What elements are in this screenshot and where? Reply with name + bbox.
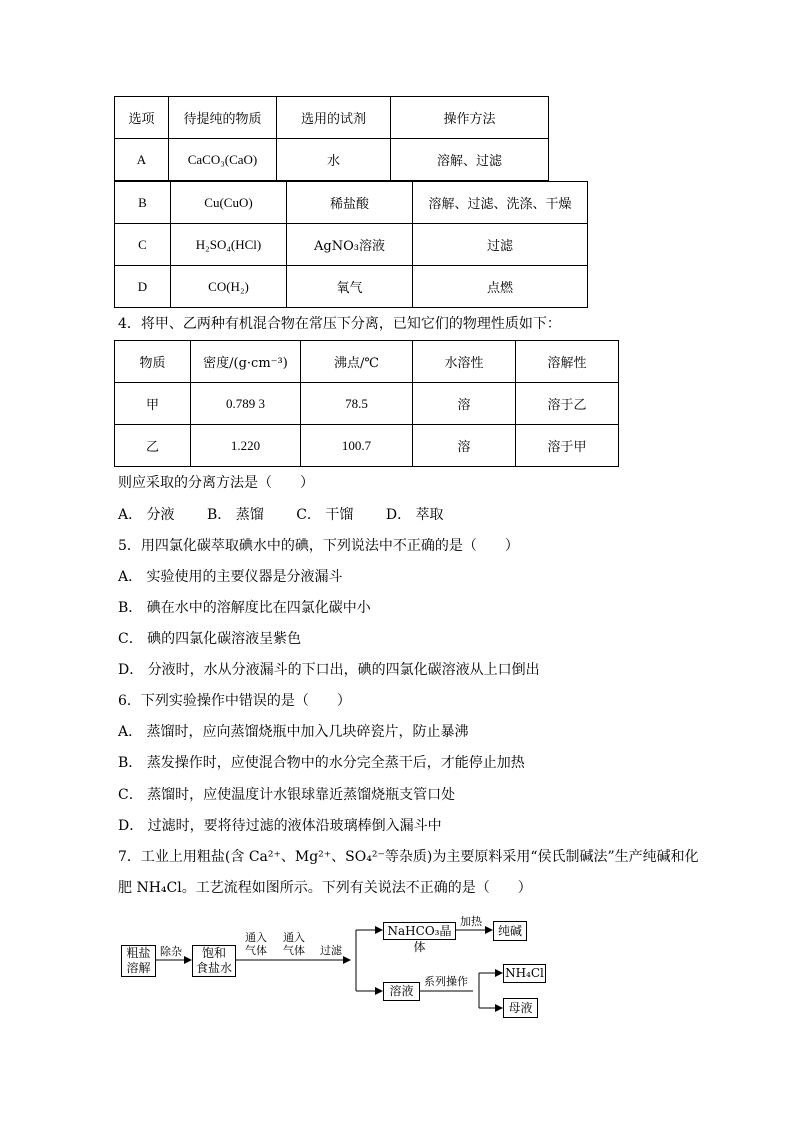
- row-b-method: 溶解、过滤、洗涤、干燥: [413, 182, 588, 224]
- label-gas-1-line2: 气体: [245, 944, 267, 957]
- q5-option-a: A． 实验使用的主要仪器是分液漏斗: [118, 569, 343, 585]
- prop-header-water: 水溶性: [413, 341, 516, 383]
- q5-stem: 5．用四氯化碳萃取碘水中的碘，下列说法中不正确的是（ ）: [118, 538, 519, 554]
- q5-option-d: D． 分液时，水从分液漏斗的下口出，碘的四氯化碳溶液从上口倒出: [118, 662, 540, 678]
- box-soda-ash: 纯碱: [493, 921, 527, 941]
- row-a-reagent: 水: [277, 139, 391, 181]
- purification-table-top: [114, 96, 549, 181]
- prop-row1-solubility: 溶于乙: [516, 383, 619, 425]
- box-crude-salt-line1: 粗盐: [126, 946, 151, 960]
- box-solution: 溶液: [383, 982, 420, 1001]
- row-d-method: 点燃: [413, 266, 588, 308]
- row-a-option: A: [115, 139, 169, 181]
- q5-option-b: B． 碘在水中的溶解度比在四氯化碳中小: [118, 600, 371, 616]
- row-b-option: B: [115, 182, 171, 224]
- row-d-option: D: [115, 266, 171, 308]
- label-gas-2-line1: 通入: [283, 931, 305, 944]
- label-remove-impurities: 除杂: [160, 945, 182, 958]
- label-series-operations: 系列操作: [424, 975, 468, 988]
- row-c-substance: H₂SO₄(HCl): [171, 224, 287, 266]
- row-c-reagent: AgNO₃溶液: [287, 224, 413, 266]
- label-gas-1: [245, 931, 267, 957]
- q6-option-d: D． 过滤时，要将待过滤的液体沿玻璃棒倒入漏斗中: [118, 818, 442, 834]
- box-nahco3-crystal: NaHCO₃晶体: [383, 922, 456, 940]
- q4-options: [118, 505, 472, 525]
- q6-stem: 6．下列实验操作中错误的是（ ）: [118, 693, 351, 709]
- prop-row2-density: 1.220: [191, 425, 301, 467]
- q4-option-a: A． 分液: [118, 507, 175, 523]
- box-crude-salt-line2: 溶解: [126, 961, 151, 975]
- header-substance: 待提纯的物质: [169, 97, 277, 139]
- prop-row2-bp: 100.7: [301, 425, 413, 467]
- q4-question: 则应采取的分离方法是（ ）: [118, 475, 314, 491]
- q4-option-c: C． 干馏: [296, 507, 354, 523]
- q4-option-d: D． 萃取: [385, 507, 444, 523]
- box-brine-line1: 饱和: [201, 946, 226, 960]
- box-brine-line2: 食盐水: [195, 961, 232, 975]
- prop-row1-water: 溶: [413, 383, 516, 425]
- label-filter: 过滤: [320, 944, 342, 957]
- prop-header-solubility: 溶解性: [516, 341, 619, 383]
- prop-row1-bp: 78.5: [301, 383, 413, 425]
- row-b-substance: Cu(CuO): [171, 182, 287, 224]
- row-d-reagent: 氧气: [287, 266, 413, 308]
- header-reagent: 选用的试剂: [277, 97, 391, 139]
- q7-stem-line1: 7．工业上用粗盐(含 Ca²⁺、Mg²⁺、SO₄²⁻等杂质)为主要原料采用“侯氏制碱法”生产纯碱和化: [118, 849, 699, 865]
- header-option: 选项: [115, 97, 169, 139]
- prop-row1-name: 甲: [115, 383, 191, 425]
- q6-option-a: A． 蒸馏时，应向蒸馏烧瓶中加入几块碎瓷片，防止暴沸: [118, 724, 469, 740]
- q4-option-b: B． 蒸馏: [207, 507, 264, 523]
- box-saturated-brine: [192, 945, 236, 977]
- row-b-reagent: 稀盐酸: [287, 182, 413, 224]
- row-c-method: 过滤: [413, 224, 588, 266]
- prop-header-substance: 物质: [115, 341, 191, 383]
- q4-stem: 4．将甲、乙两种有机混合物在常压下分离，已知它们的物理性质如下：: [118, 316, 561, 332]
- row-d-substance: CO(H₂): [171, 266, 287, 308]
- q6-option-b: B． 蒸发操作时，应使混合物中的水分完全蒸干后，才能停止加热: [118, 755, 525, 771]
- header-method: 操作方法: [391, 97, 549, 139]
- label-gas-2-line2: 气体: [283, 944, 305, 957]
- prop-row1-density: 0.789 3: [191, 383, 301, 425]
- label-heat: 加热: [460, 915, 482, 928]
- label-gas-1-line1: 通入: [245, 931, 267, 944]
- box-mother-liquor: 母液: [503, 998, 538, 1018]
- q6-option-c: C． 蒸馏时，应使温度计水银球靠近蒸馏烧瓶支管口处: [118, 787, 456, 803]
- label-gas-2: [283, 931, 305, 957]
- prop-header-density: 密度/(g·cm⁻³): [191, 341, 301, 383]
- prop-row2-water: 溶: [413, 425, 516, 467]
- prop-row2-name: 乙: [115, 425, 191, 467]
- box-crude-salt: [121, 945, 156, 977]
- prop-header-bp: 沸点/℃: [301, 341, 413, 383]
- box-nh4cl: NH₄Cl: [503, 964, 546, 983]
- properties-table: [114, 340, 619, 467]
- row-a-method: 溶解、过滤: [391, 139, 549, 181]
- q5-option-c: C． 碘的四氯化碳溶液呈紫色: [118, 631, 302, 647]
- prop-row2-solubility: 溶于甲: [516, 425, 619, 467]
- q7-stem-line2: 肥 NH₄Cl。工艺流程如图所示。下列有关说法不正确的是（ ）: [118, 880, 532, 896]
- row-a-substance: CaCO₃(CaO): [169, 139, 277, 181]
- row-c-option: C: [115, 224, 171, 266]
- purification-table-bottom: [114, 181, 588, 308]
